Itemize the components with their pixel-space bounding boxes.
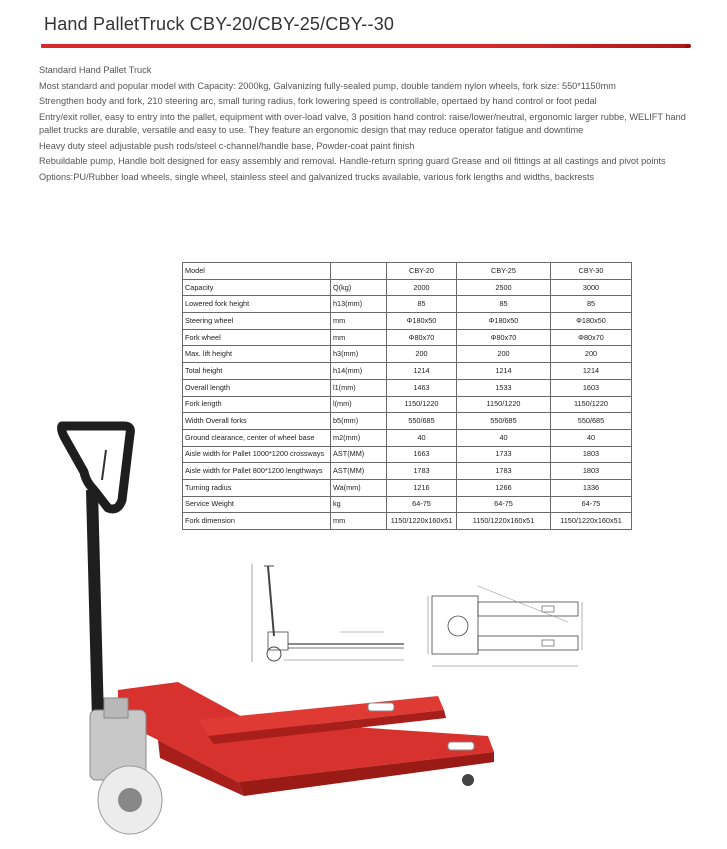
description-line: Entry/exit roller, easy to entry into the pallet, equipment with over-load valve, 3 position hand control: raise/lower/neutral, ergonomic larger rubbe, WELIFT hand pallet trucks are durable, versatile and easy to use. They feature an ergonomic design that may reduce operator fatigue and downtime: [39, 111, 686, 135]
table-cell: 1783: [457, 463, 551, 480]
table-cell: Φ180x50: [387, 313, 457, 330]
title-underline: [41, 44, 687, 48]
description-line: Rebuildable pump, Handle bolt designed for easy assembly and removal. Handle-return spring guard Grease and oil fittings at all castings and pivot points: [39, 156, 666, 167]
table-cell: 1783: [387, 463, 457, 480]
table-cell: Steering wheel: [183, 313, 331, 330]
table-cell: Φ80x70: [387, 329, 457, 346]
table-cell: Total height: [183, 363, 331, 380]
table-cell: [331, 263, 387, 280]
table-cell: h13(mm): [331, 296, 387, 313]
description-line: Most standard and popular model with Capacity: 2000kg, Galvanizing fully-sealed pump, double tandem nylon wheels, fork size: 550*1150mm: [39, 80, 616, 91]
table-cell: 2500: [457, 279, 551, 296]
top-view-drawing: [418, 582, 586, 678]
table-cell: mm: [331, 329, 387, 346]
table-cell: 40: [387, 429, 457, 446]
table-cell: Φ80x70: [457, 329, 551, 346]
table-cell: l1(mm): [331, 379, 387, 396]
table-header-row: [183, 263, 632, 280]
table-cell: Wa(mm): [331, 479, 387, 496]
table-cell: 1663: [387, 446, 457, 463]
description-line: Strengthen body and fork, 210 steering arc, small turing radius, fork lowering speed is controllable, opertaed by hand control or foot pedal: [39, 96, 597, 107]
table-cell: 1733: [457, 446, 551, 463]
table-row: [183, 363, 632, 380]
product-description: [39, 63, 689, 186]
table-row: [183, 396, 632, 413]
table-row: [183, 346, 632, 363]
table-cell: AST(MM): [331, 446, 387, 463]
table-cell: b5(mm): [331, 413, 387, 430]
table-cell: 1266: [457, 479, 551, 496]
table-cell: mm: [331, 313, 387, 330]
table-cell: Aisle width for Pallet 1000*1200 crossways: [183, 446, 331, 463]
table-cell: 64-75: [551, 496, 632, 513]
table-cell: CBY-30: [551, 263, 632, 280]
table-cell: Turning radius: [183, 479, 331, 496]
table-cell: 1150/1220x160x51: [457, 513, 551, 530]
table-cell: Lowered fork height: [183, 296, 331, 313]
table-cell: 40: [551, 429, 632, 446]
table-row: [183, 296, 632, 313]
table-cell: 1463: [387, 379, 457, 396]
table-cell: mm: [331, 513, 387, 530]
table-cell: 550/685: [551, 413, 632, 430]
table-cell: Max. lift height: [183, 346, 331, 363]
table-cell: 85: [551, 296, 632, 313]
table-cell: Q(kg): [331, 279, 387, 296]
page-title: Hand PalletTruck CBY-20/CBY-25/CBY--30: [44, 14, 395, 34]
table-cell: 1214: [457, 363, 551, 380]
table-cell: 1216: [387, 479, 457, 496]
table-cell: Fork length: [183, 396, 331, 413]
description-line: Standard Hand Pallet Truck: [39, 65, 152, 75]
description-line: Options:PU/Rubber load wheels, single wheel, stainless steel and galvanized trucks available, various fork lengths and widths, backrests: [39, 172, 595, 183]
table-cell: 200: [457, 346, 551, 363]
side-view-drawing: [244, 556, 414, 668]
table-cell: CBY-25: [457, 263, 551, 280]
table-row: [183, 279, 632, 296]
table-cell: 2000: [387, 279, 457, 296]
table-row: [183, 329, 632, 346]
table-cell: 1150/1220x160x51: [387, 513, 457, 530]
table-cell: 3000: [551, 279, 632, 296]
table-cell: h14(mm): [331, 363, 387, 380]
table-cell: Service Weight: [183, 496, 331, 513]
table-cell: 1214: [551, 363, 632, 380]
table-cell: Fork dimension: [183, 513, 331, 530]
table-cell: 1533: [457, 379, 551, 396]
table-cell: 64-75: [387, 496, 457, 513]
table-cell: CBY-20: [387, 263, 457, 280]
table-cell: l(mm): [331, 396, 387, 413]
table-cell: 1336: [551, 479, 632, 496]
table-cell: Ground clearance, center of wheel base: [183, 429, 331, 446]
table-cell: kg: [331, 496, 387, 513]
table-cell: 1150/1220: [457, 396, 551, 413]
table-cell: 1803: [551, 463, 632, 480]
table-cell: 40: [457, 429, 551, 446]
table-cell: 1150/1220x160x51: [551, 513, 632, 530]
table-cell: 85: [457, 296, 551, 313]
table-cell: AST(MM): [331, 463, 387, 480]
table-cell: Φ80x70: [551, 329, 632, 346]
table-cell: Capacity: [183, 279, 331, 296]
table-row: [183, 313, 632, 330]
table-cell: 85: [387, 296, 457, 313]
table-cell: Model: [183, 263, 331, 280]
table-row: [183, 379, 632, 396]
description-line: Heavy duty steel adjustable push rods/steel c-channel/handle base, Powder-coat paint finish: [39, 140, 415, 151]
table-cell: 200: [551, 346, 632, 363]
table-cell: 550/685: [457, 413, 551, 430]
table-cell: m2(mm): [331, 429, 387, 446]
table-cell: Φ180x50: [457, 313, 551, 330]
table-cell: h3(mm): [331, 346, 387, 363]
table-cell: 1603: [551, 379, 632, 396]
table-cell: Aisle width for Pallet 800*1200 lengthways: [183, 463, 331, 480]
table-cell: Φ180x50: [551, 313, 632, 330]
table-cell: 1214: [387, 363, 457, 380]
table-cell: 1803: [551, 446, 632, 463]
table-cell: Fork wheel: [183, 329, 331, 346]
table-cell: Overall length: [183, 379, 331, 396]
table-cell: 64-75: [457, 496, 551, 513]
table-cell: 1150/1220: [387, 396, 457, 413]
table-cell: 200: [387, 346, 457, 363]
table-cell: 550/685: [387, 413, 457, 430]
table-cell: 1150/1220: [551, 396, 632, 413]
table-cell: Width Overall forks: [183, 413, 331, 430]
